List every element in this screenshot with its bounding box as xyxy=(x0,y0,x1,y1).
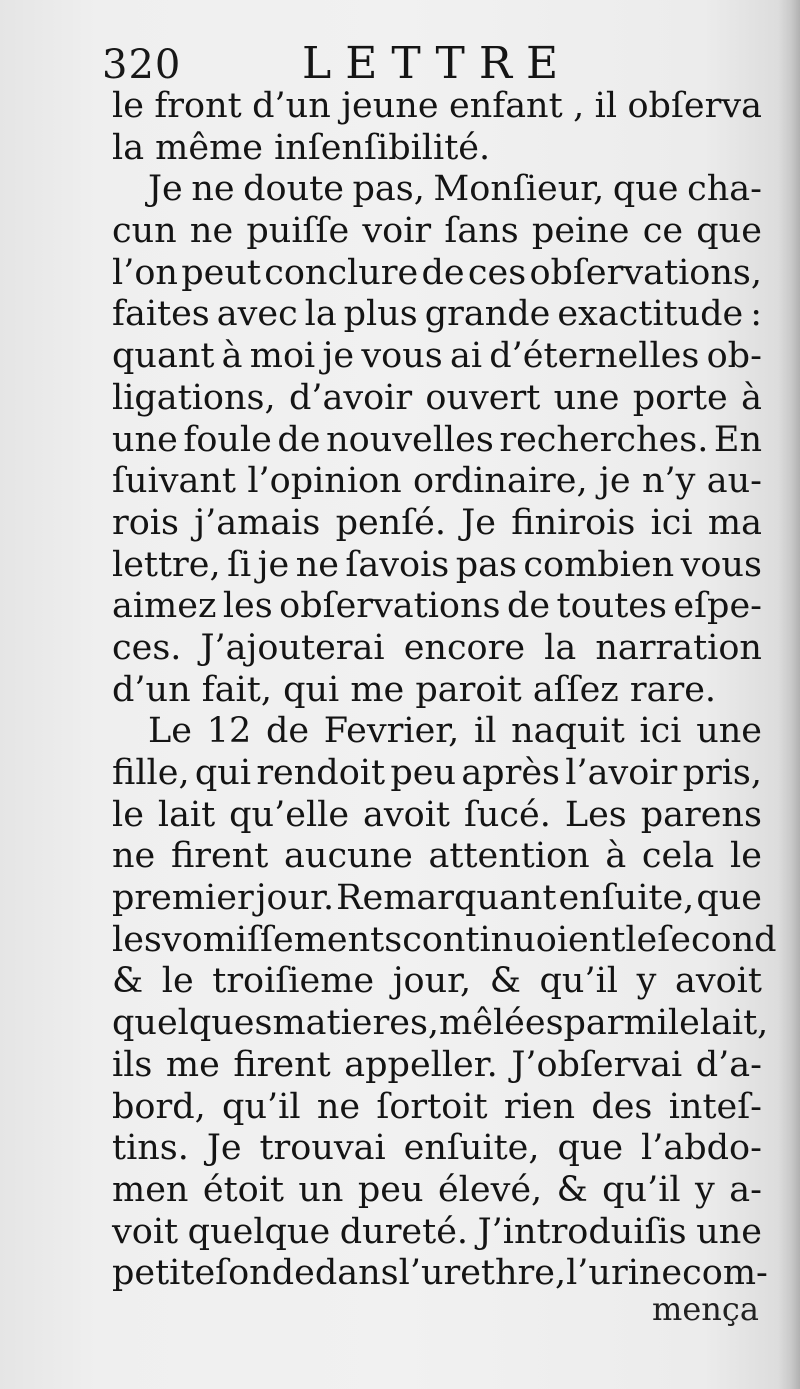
text-line: cun ne puiſſe voir ſans peine ce que xyxy=(112,211,762,252)
text-line: men étoit un peu élevé, & qu’il y a- xyxy=(112,1169,762,1210)
text-line: d’un fait, qui me paroit aſſez rare. xyxy=(112,669,717,710)
text-line: une foule de nouvelles recherches. En xyxy=(112,419,762,460)
catchword: mença xyxy=(652,1290,759,1328)
text-line: fille, qui rendoit peu après l’avoir pris, xyxy=(112,753,762,793)
running-head: LETTRE xyxy=(302,38,573,89)
text-line: quelques matieres, mêlées parmi le lait, xyxy=(112,1003,769,1044)
text-line: premier jour. Remarquant enſuite, que xyxy=(112,878,762,919)
body-text xyxy=(112,86,777,1295)
text-line: & le troiſieme jour, & qu’il y avoit xyxy=(112,961,762,1002)
page-number: 320 xyxy=(102,42,182,88)
text-line: aimez les obſervations de toutes eſpe- xyxy=(112,586,762,627)
text-line: ne firent aucune attention à cela le xyxy=(112,836,762,877)
text-line: Je ne doute pas, Monſieur, que cha- xyxy=(148,169,762,210)
text-line: ces. J’ajouterai encore la narration xyxy=(112,627,762,668)
text-line: rois j’amais penſé. Je finirois ici ma xyxy=(112,502,762,543)
text-line: Le 12 de Fevrier, il naquit ici une xyxy=(148,711,762,752)
text-line: quant à moi je vous ai d’éternelles ob- xyxy=(112,336,762,377)
text-line: le front d’un jeune enfant , il obſerva xyxy=(112,86,762,126)
text-line: faites avec la plus grande exactitude : xyxy=(112,294,762,335)
text-line: ligations, d’avoir ouvert une porte à xyxy=(112,377,762,418)
text-line: bord, qu’il ne ſortoit rien des inteſ- xyxy=(112,1086,762,1127)
text-line: ils me firent appeller. J’obſervai d’a- xyxy=(112,1044,762,1085)
text-line: le lait qu’elle avoit ſucé. Les parens xyxy=(112,794,762,835)
text-line: tins. Je trouvai enſuite, que l’abdo- xyxy=(112,1128,762,1169)
text-line: lettre, ſi je ne ſavois pas combien vous xyxy=(112,544,762,585)
text-line: la même inſenſibilité. xyxy=(112,127,491,168)
text-line: petite ſonde dans l’urethre, l’urine com- xyxy=(112,1253,768,1294)
text-line: les vomiſſements continuoient le ſecond xyxy=(112,919,777,960)
text-line: voit quelque dureté. J’introduiſis une xyxy=(112,1211,762,1252)
text-line: ſuivant l’opinion ordinaire, je n’y au- xyxy=(112,461,762,502)
text-line: l’on peut conclure de ces obſervations, xyxy=(112,252,762,293)
